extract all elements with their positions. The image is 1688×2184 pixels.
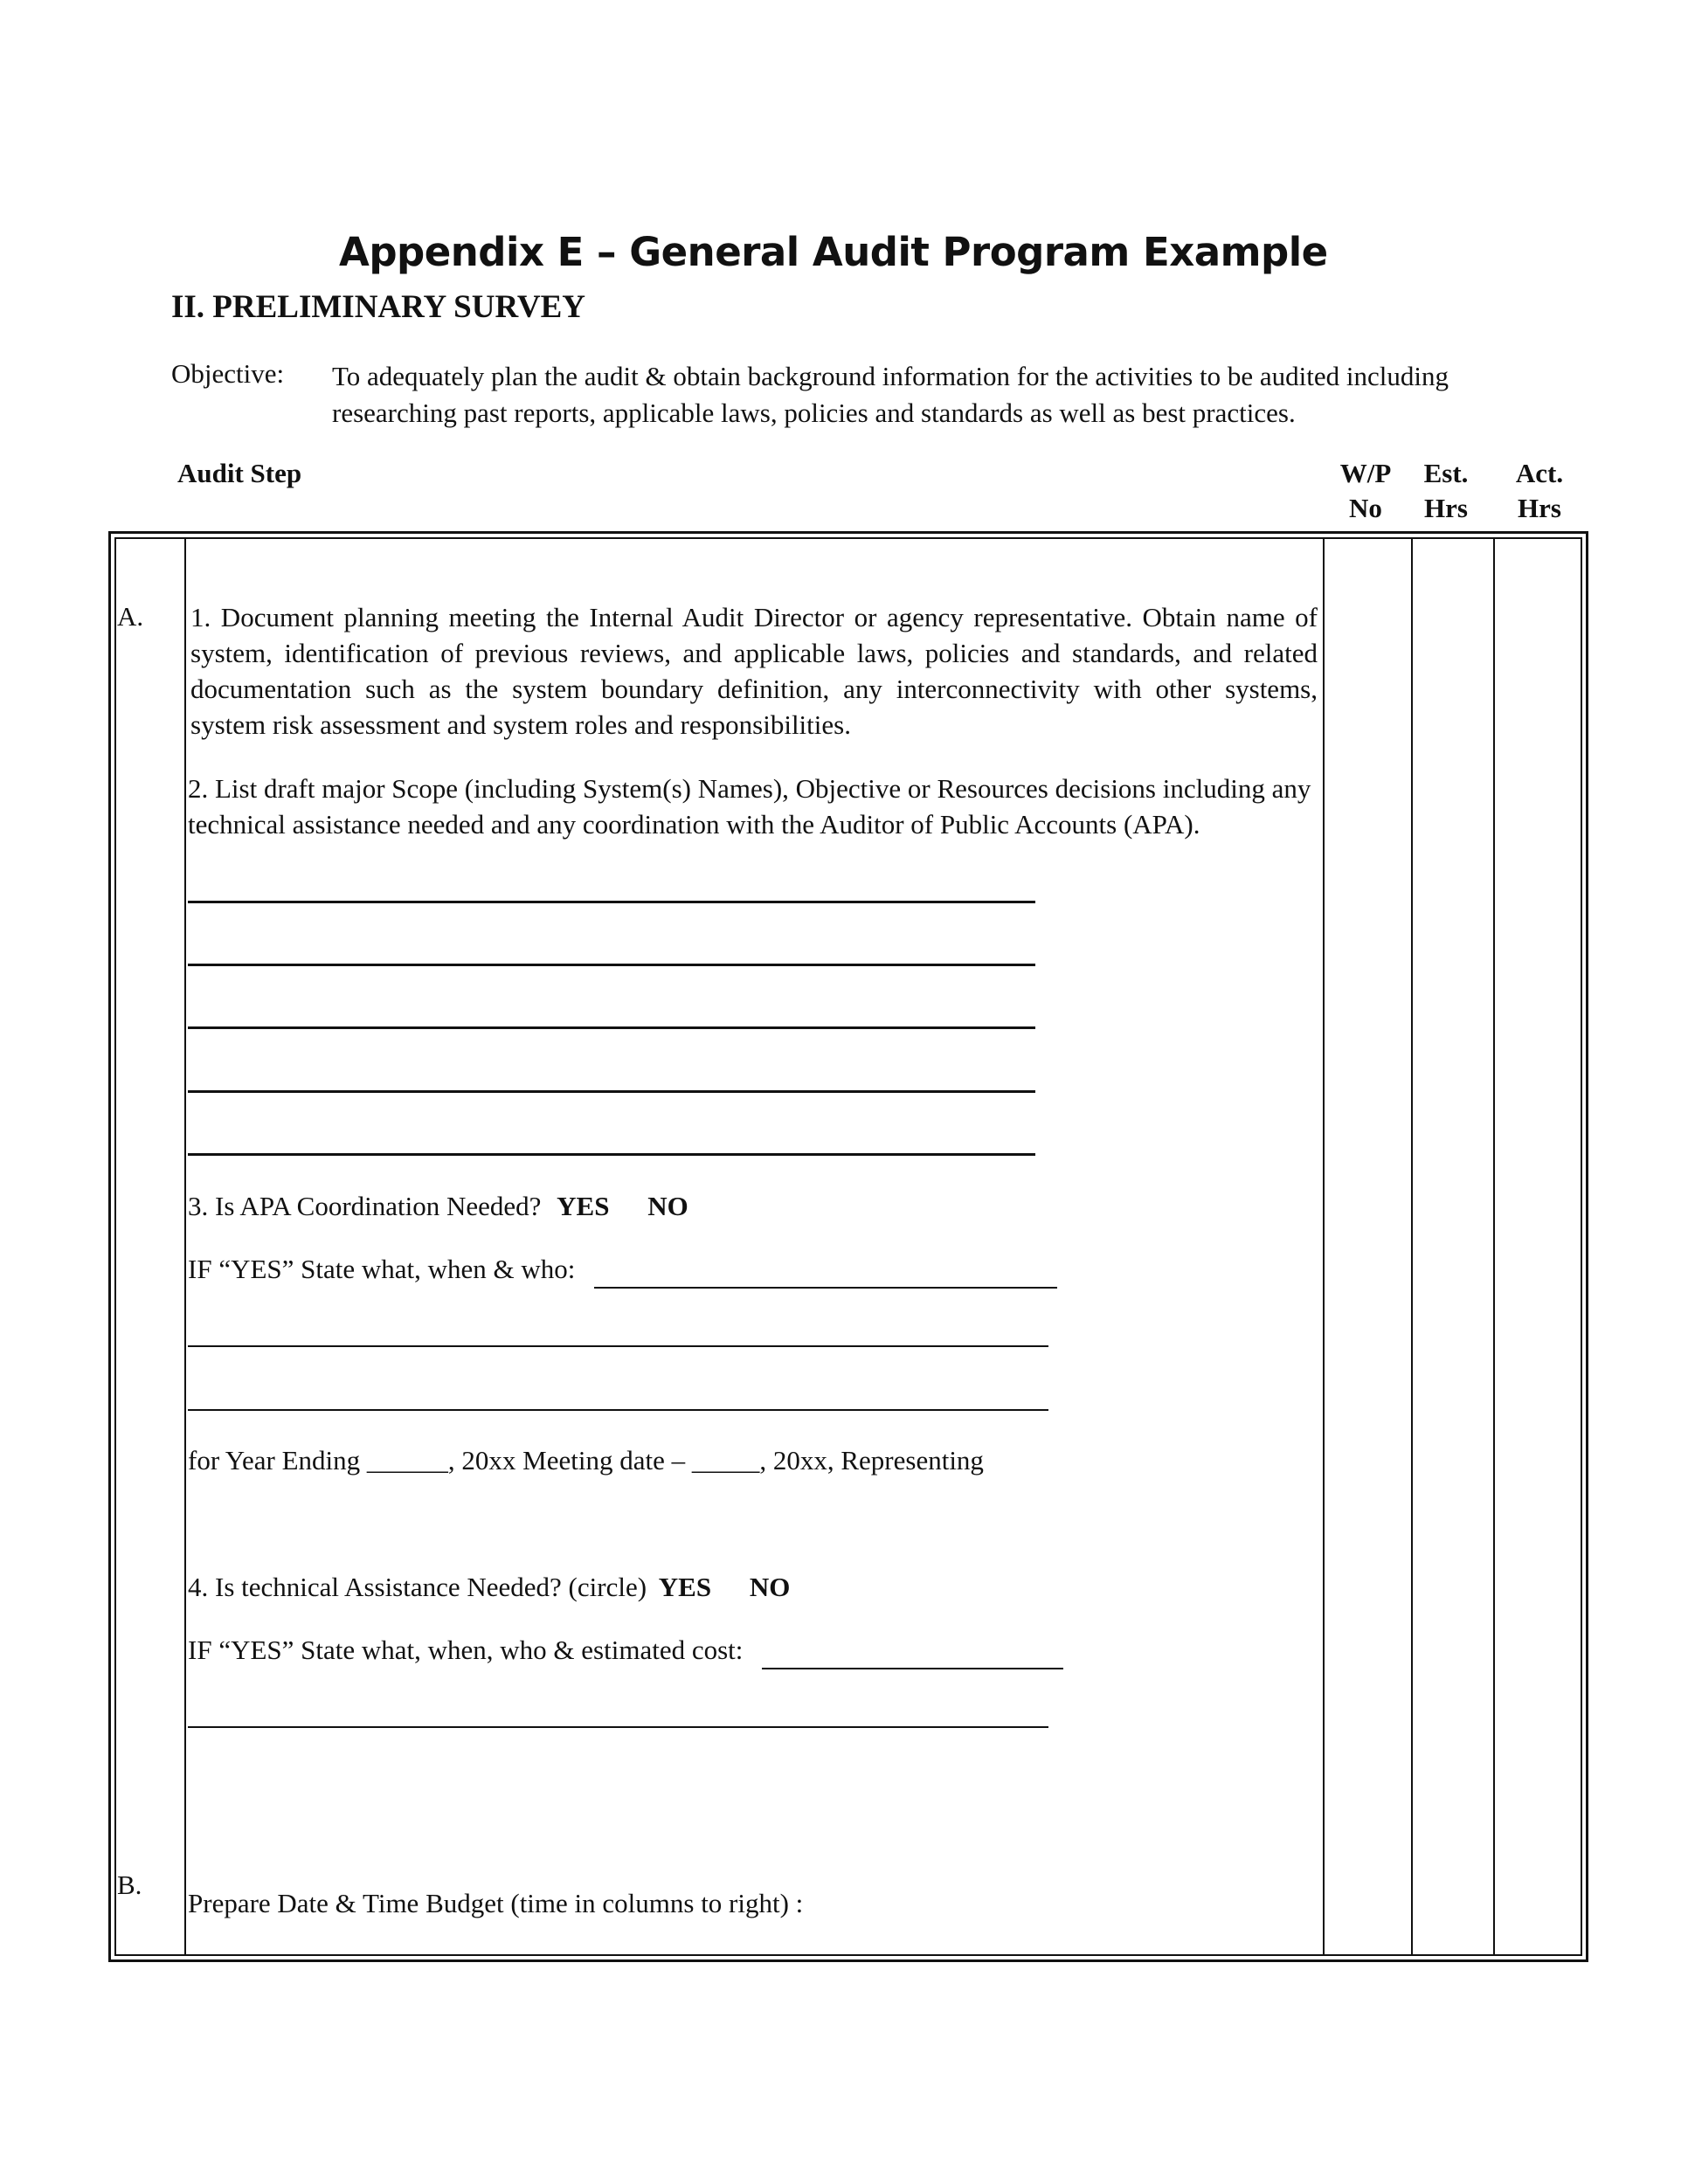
apa-answer-line-1[interactable] [188,1345,1048,1347]
wp-no-cell[interactable] [1325,539,1409,1954]
step-item-3 [188,1188,688,1224]
est-hrs-cell[interactable] [1413,539,1491,1954]
apa-yes-option[interactable]: YES [557,1191,610,1221]
column-header-wp-no [1326,456,1405,526]
tech-if-yes-row [188,1632,1063,1669]
column-header-audit-step: Audit Step [177,458,302,488]
est-line-2: Hrs [1424,493,1468,523]
objective-text: To adequately plan the audit & obtain background information for the activities to be audited including researching past reports, applicable laws, policies and standards as well as best practices. [332,361,1449,428]
tech-assist-no-option[interactable]: NO [749,1572,791,1602]
section-heading: II. PRELIMINARY SURVEY [171,289,585,325]
tech-if-yes-line[interactable] [762,1632,1063,1669]
tech-answer-line-1[interactable] [188,1726,1048,1728]
step-item-4 [188,1569,790,1605]
step-item-2: 2. List draft major Scope (including System(s) Names), Objective or Resources decisions including any technical assistance needed and any coordination with the Auditor of Public Accounts (APA). [188,773,1311,840]
step-b-text: Prepare Date & Time Budget (time in columns to right) : [188,1888,804,1918]
column-header-est-hrs [1407,456,1485,526]
year-ending-row: for Year Ending ______, 20xx Meeting date – _____, 20xx, Representing [188,1445,984,1476]
act-line-1: Act. [1515,458,1564,488]
objective-label: Objective: [171,358,285,389]
tech-assist-yes-option[interactable]: YES [658,1572,712,1602]
page-title: Appendix E – General Audit Program Example [339,229,1328,275]
apa-answer-line-2[interactable] [188,1409,1048,1411]
step-letter-b: B. [117,1870,142,1900]
wp-line-1: W/P [1339,458,1392,488]
answer-line-5[interactable] [188,1153,1035,1156]
est-line-1: Est. [1423,458,1469,488]
tech-assist-question: 4. Is technical Assistance Needed? (circle) [188,1572,647,1602]
step-item-1: 1. Document planning meeting the Internal Audit Director or agency representative. Obtain name of system, identification of previous reviews, and applicable laws, policies and standards, and related documentation such as the system boundary definition, any interconnectivity with other systems, system risk assessment and system roles and responsibilities. [190,602,1318,740]
answer-line-4[interactable] [188,1090,1035,1093]
answer-line-2[interactable] [188,964,1035,966]
answer-line-1[interactable] [188,901,1035,903]
apa-if-yes-line[interactable] [594,1251,1057,1289]
apa-no-option[interactable]: NO [647,1191,688,1221]
tech-if-yes-label: IF “YES” State what, when, who & estimated cost: [188,1635,744,1665]
step-letter-a: A. [117,601,144,632]
column-header-act-hrs [1496,456,1583,526]
column-divider-letter [184,537,186,1956]
apa-if-yes-label: IF “YES” State what, when & who: [188,1254,576,1284]
apa-if-yes-row [188,1251,1057,1289]
act-line-2: Hrs [1518,493,1561,523]
wp-line-2: No [1349,493,1382,523]
apa-question: 3. Is APA Coordination Needed? [188,1191,542,1221]
act-hrs-cell[interactable] [1495,539,1581,1954]
answer-line-3[interactable] [188,1026,1035,1029]
